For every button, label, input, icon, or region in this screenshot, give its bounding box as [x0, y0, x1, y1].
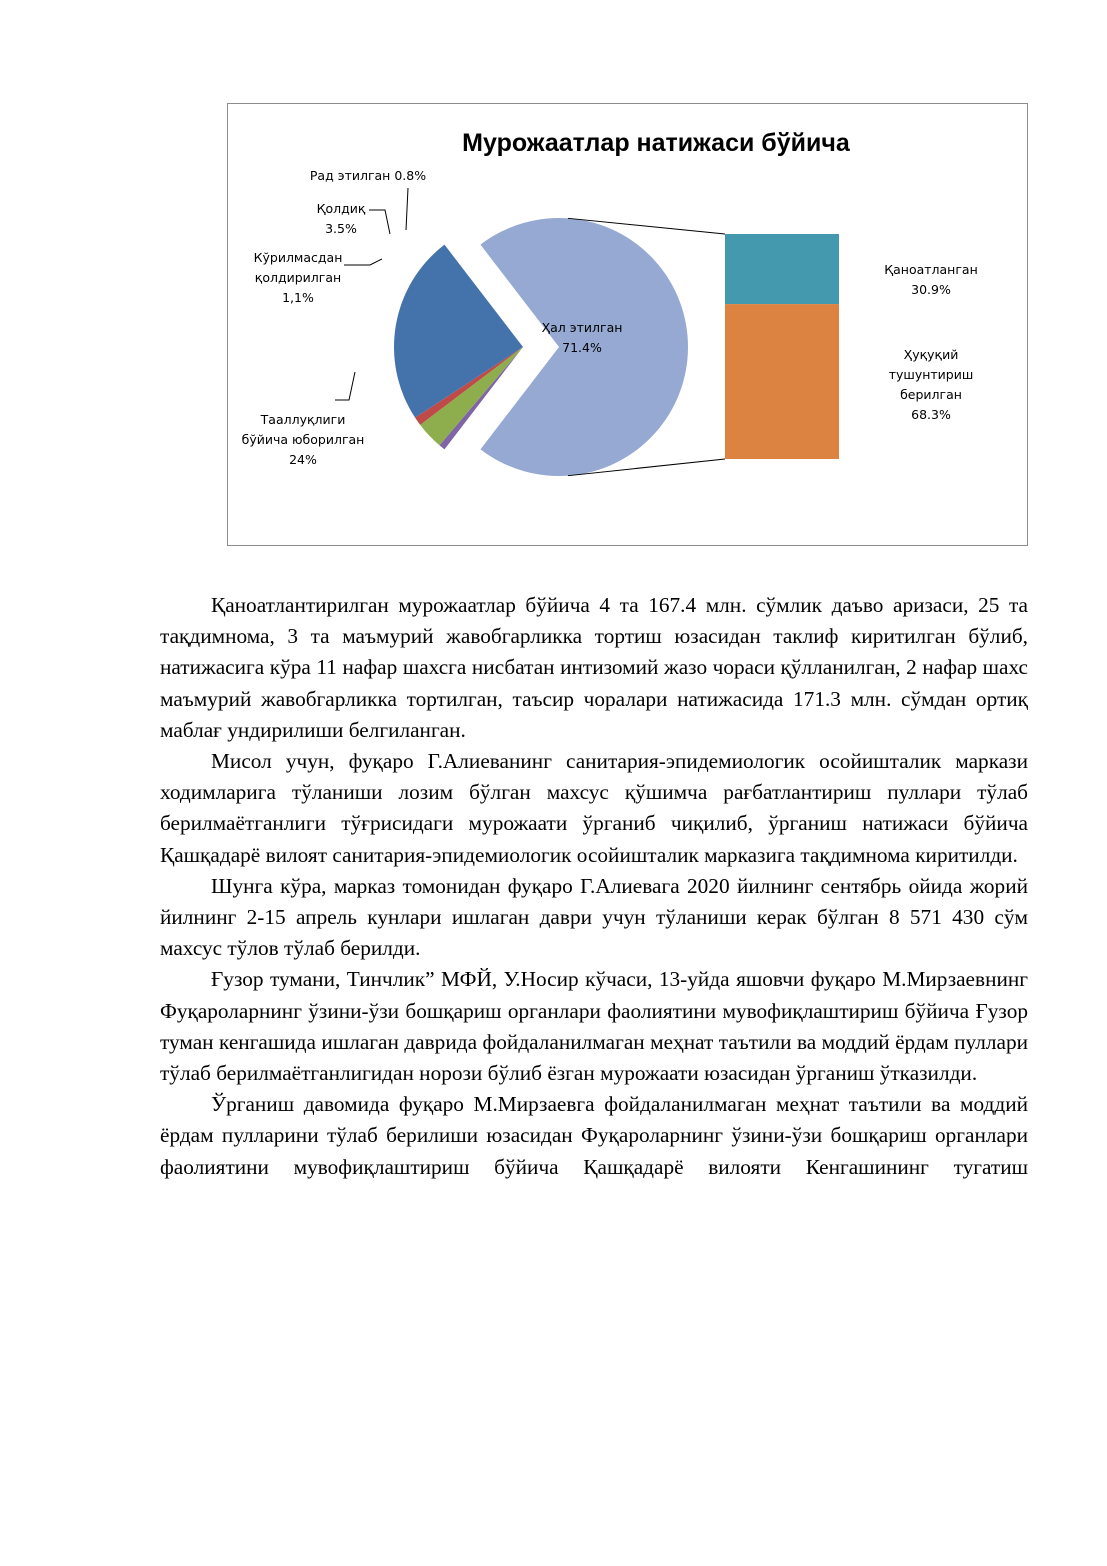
slice-label: Ҳал этилган 71.4% [541, 320, 623, 355]
paragraph: Шунга кўра, марказ томонидан фуқаро Г.Алиевага 2020 йилнинг сентябрь ойида жорий йилнинг 2-15 апрель кунлари ишлаган даври учун тўланиши керак бўлган 8 571 430 сўм махсус тўлов тўлаб берилди. [160, 873, 1028, 961]
paragraph: Ўрганиш давомида фуқаро М.Мирзаевга фойдаланилмаган меҳнат таътили ва моддий ёрдам пулларини тўлаб берилиши юзасидан Фуқароларнинг ўзини-ўзи бошқариш органлари фаолиятини мувофиқлаштириш бўйича Қашқадарё вилояти Кенгашининг тугатиш [160, 1092, 1028, 1179]
pie-of-bar-chart [228, 104, 1027, 545]
slice-label: Рад этилган 0.8% [309, 168, 427, 183]
breakdown-label: Ҳуқуқий тушунтириш берилган 68.3% [888, 347, 974, 422]
paragraph: Қаноатлантирилган мурожаатлар бўйича 4 та 167.4 млн. сўмлик даъво аризаси, 25 та тақдимнома, 3 та маъмурий жавобгарликка тортиш юзасидан таклиф киритилган бўлиб, натижасига кўра 11 нафар шахсга нисбатан интизомий жазо чораси қўлланилган, 2 нафар шахс маъмурий жавобгарликка тортилган, таъсир чоралари натижасида 171.3 млн. сўмдан ортиқ маблағ ундирилиши белгиланган. [160, 593, 1028, 742]
slice-label: Қолдиқ 3.5% [316, 201, 366, 236]
breakdown-segment [725, 304, 839, 459]
paragraph: Ғузор тумани, Тинчлик” МФЙ, У.Носир кўчаси, 13-уйда яшовчи фуқаро М.Мирзаевнинг Фуқароларнинг ўзини-ўзи бошқариш органлари фаолиятини мувофиқлаштириш бўйича Ғузор туман кенгашида ишлаган даврида фойдаланилмаган меҳнат таътили ва моддий ёрдам пуллари тўлаб берилмаётганлигидан норози бўлиб ёзган мурожаати юзасидан ўрганиш ўтказилди. [160, 967, 1028, 1086]
paragraph: Мисол учун, фуқаро Г.Алиеванинг санитария-эпидемиологик осойишталик маркази ходимларига тўланиши лозим бўлган махсус қўшимча рағбатлантириш пуллари тўлаб берилмаётганлиги тўғрисидаги мурожаати ўрганиб чиқилиб, ўрганиш натижаси бўйича Қашқадарё вилоят санитария-эпидемиологик осойишталик марказига тақдимнома киритилди. [160, 749, 1028, 867]
leader-line [335, 372, 355, 400]
leader-line [406, 188, 408, 230]
slice-label: Кўрилмасдан қолдирилган 1,1% [253, 250, 343, 305]
slice-label: Тааллуқлиги бўйича юборилган 24% [241, 412, 365, 467]
chart-title: Мурожаатлар натижаси бўйича [462, 129, 850, 157]
pie-slices [394, 218, 688, 476]
breakdown-segment [725, 234, 839, 304]
chart-container [227, 103, 1028, 546]
breakdown-label: Қаноатланган 30.9% [884, 262, 978, 297]
document-body [160, 590, 1028, 1183]
breakdown-bar [725, 234, 839, 459]
leader-line [344, 259, 382, 265]
leader-line [369, 210, 390, 234]
